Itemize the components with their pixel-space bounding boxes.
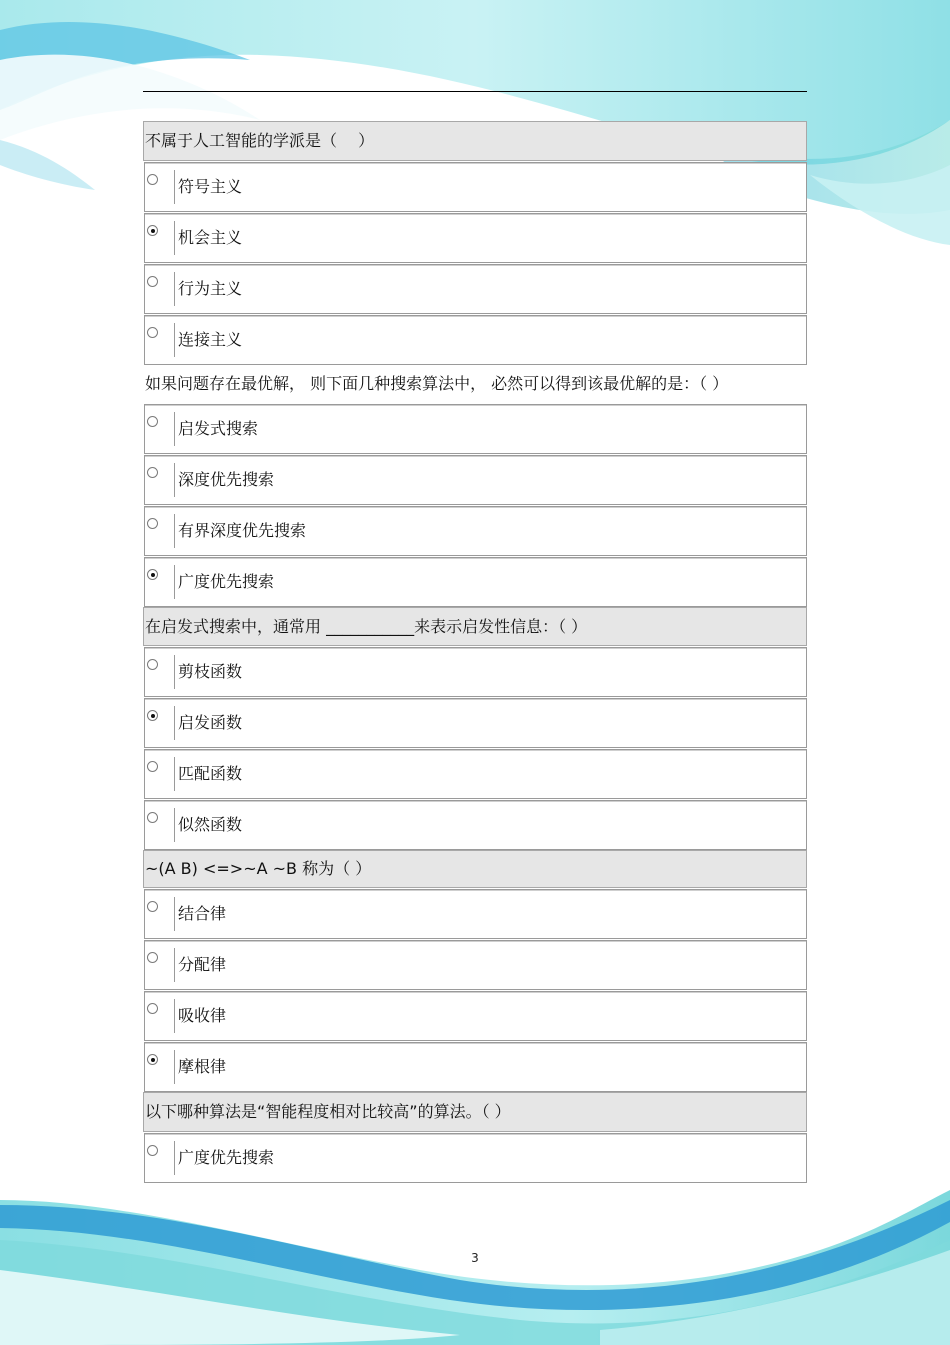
option-label: 连接主义 [178, 330, 243, 349]
option-divider [174, 412, 175, 446]
radio-button-selected[interactable] [147, 225, 158, 236]
option-label: 深度优先搜索 [178, 470, 275, 489]
answer-option[interactable] [144, 506, 807, 556]
answer-option[interactable] [144, 698, 807, 748]
radio-button[interactable] [147, 952, 158, 963]
answer-option[interactable] [144, 404, 807, 454]
radio-button[interactable] [147, 901, 158, 912]
option-divider [174, 999, 175, 1033]
option-label: 有界深度优先搜索 [178, 521, 307, 540]
option-label: 启发函数 [178, 713, 243, 732]
question-prompt: 在启发式搜索中，通常用 ___________来表示启发性信息：（ ） [143, 607, 807, 646]
answer-option[interactable] [144, 800, 807, 850]
option-divider [174, 706, 175, 740]
option-label: 广度优先搜索 [178, 572, 275, 591]
radio-button[interactable] [147, 1145, 158, 1156]
answer-option[interactable] [144, 1042, 807, 1092]
question-prompt: 以下哪种算法是“智能程度相对比较高”的算法。（ ） [143, 1092, 807, 1132]
answer-option[interactable] [144, 213, 807, 263]
radio-button[interactable] [147, 518, 158, 529]
option-divider [174, 808, 175, 842]
option-label: 匹配函数 [178, 764, 243, 783]
option-label: 分配律 [178, 955, 227, 974]
option-divider [174, 514, 175, 548]
answer-option[interactable] [144, 315, 807, 365]
option-label: 广度优先搜索 [178, 1148, 275, 1167]
question-prompt: ~(A B) <=>~A ~B 称为（ ） [143, 850, 807, 888]
header-rule [143, 91, 807, 92]
page-number: 3 [471, 1251, 479, 1265]
answer-option[interactable] [144, 940, 807, 990]
quiz-table [143, 121, 807, 1183]
radio-button-selected[interactable] [147, 569, 158, 580]
answer-option[interactable] [144, 749, 807, 799]
option-divider [174, 757, 175, 791]
option-label: 摩根律 [178, 1057, 227, 1076]
option-divider [174, 897, 175, 931]
question-prompt: 不属于人工智能的学派是（ ） [143, 121, 807, 161]
option-divider [174, 948, 175, 982]
radio-button[interactable] [147, 327, 158, 338]
answer-option[interactable] [144, 889, 807, 939]
option-divider [174, 323, 175, 357]
option-divider [174, 565, 175, 599]
answer-option[interactable] [144, 991, 807, 1041]
radio-button[interactable] [147, 761, 158, 772]
answer-option[interactable] [144, 162, 807, 212]
answer-option[interactable] [144, 455, 807, 505]
radio-button-selected[interactable] [147, 1054, 158, 1065]
radio-button[interactable] [147, 659, 158, 670]
option-divider [174, 221, 175, 255]
answer-option[interactable] [144, 1133, 807, 1183]
answer-option[interactable] [144, 557, 807, 607]
option-divider [174, 463, 175, 497]
option-label: 剪枝函数 [178, 662, 243, 681]
option-label: 吸收律 [178, 1006, 227, 1025]
option-label: 结合律 [178, 904, 227, 923]
radio-button-selected[interactable] [147, 710, 158, 721]
radio-button[interactable] [147, 1003, 158, 1014]
radio-button[interactable] [147, 812, 158, 823]
option-label: 启发式搜索 [178, 419, 259, 438]
option-divider [174, 1141, 175, 1175]
option-label: 行为主义 [178, 279, 243, 298]
radio-button[interactable] [147, 416, 158, 427]
option-label: 符号主义 [178, 177, 243, 196]
option-divider [174, 272, 175, 306]
question-prompt: 如果问题存在最优解， 则下面几种搜索算法中， 必然可以得到该最优解的是：（ ） [143, 365, 807, 403]
answer-option[interactable] [144, 264, 807, 314]
option-divider [174, 655, 175, 689]
radio-button[interactable] [147, 174, 158, 185]
option-label: 似然函数 [178, 815, 243, 834]
option-divider [174, 1050, 175, 1084]
option-divider [174, 170, 175, 204]
radio-button[interactable] [147, 467, 158, 478]
radio-button[interactable] [147, 276, 158, 287]
answer-option[interactable] [144, 647, 807, 697]
option-label: 机会主义 [178, 228, 243, 247]
